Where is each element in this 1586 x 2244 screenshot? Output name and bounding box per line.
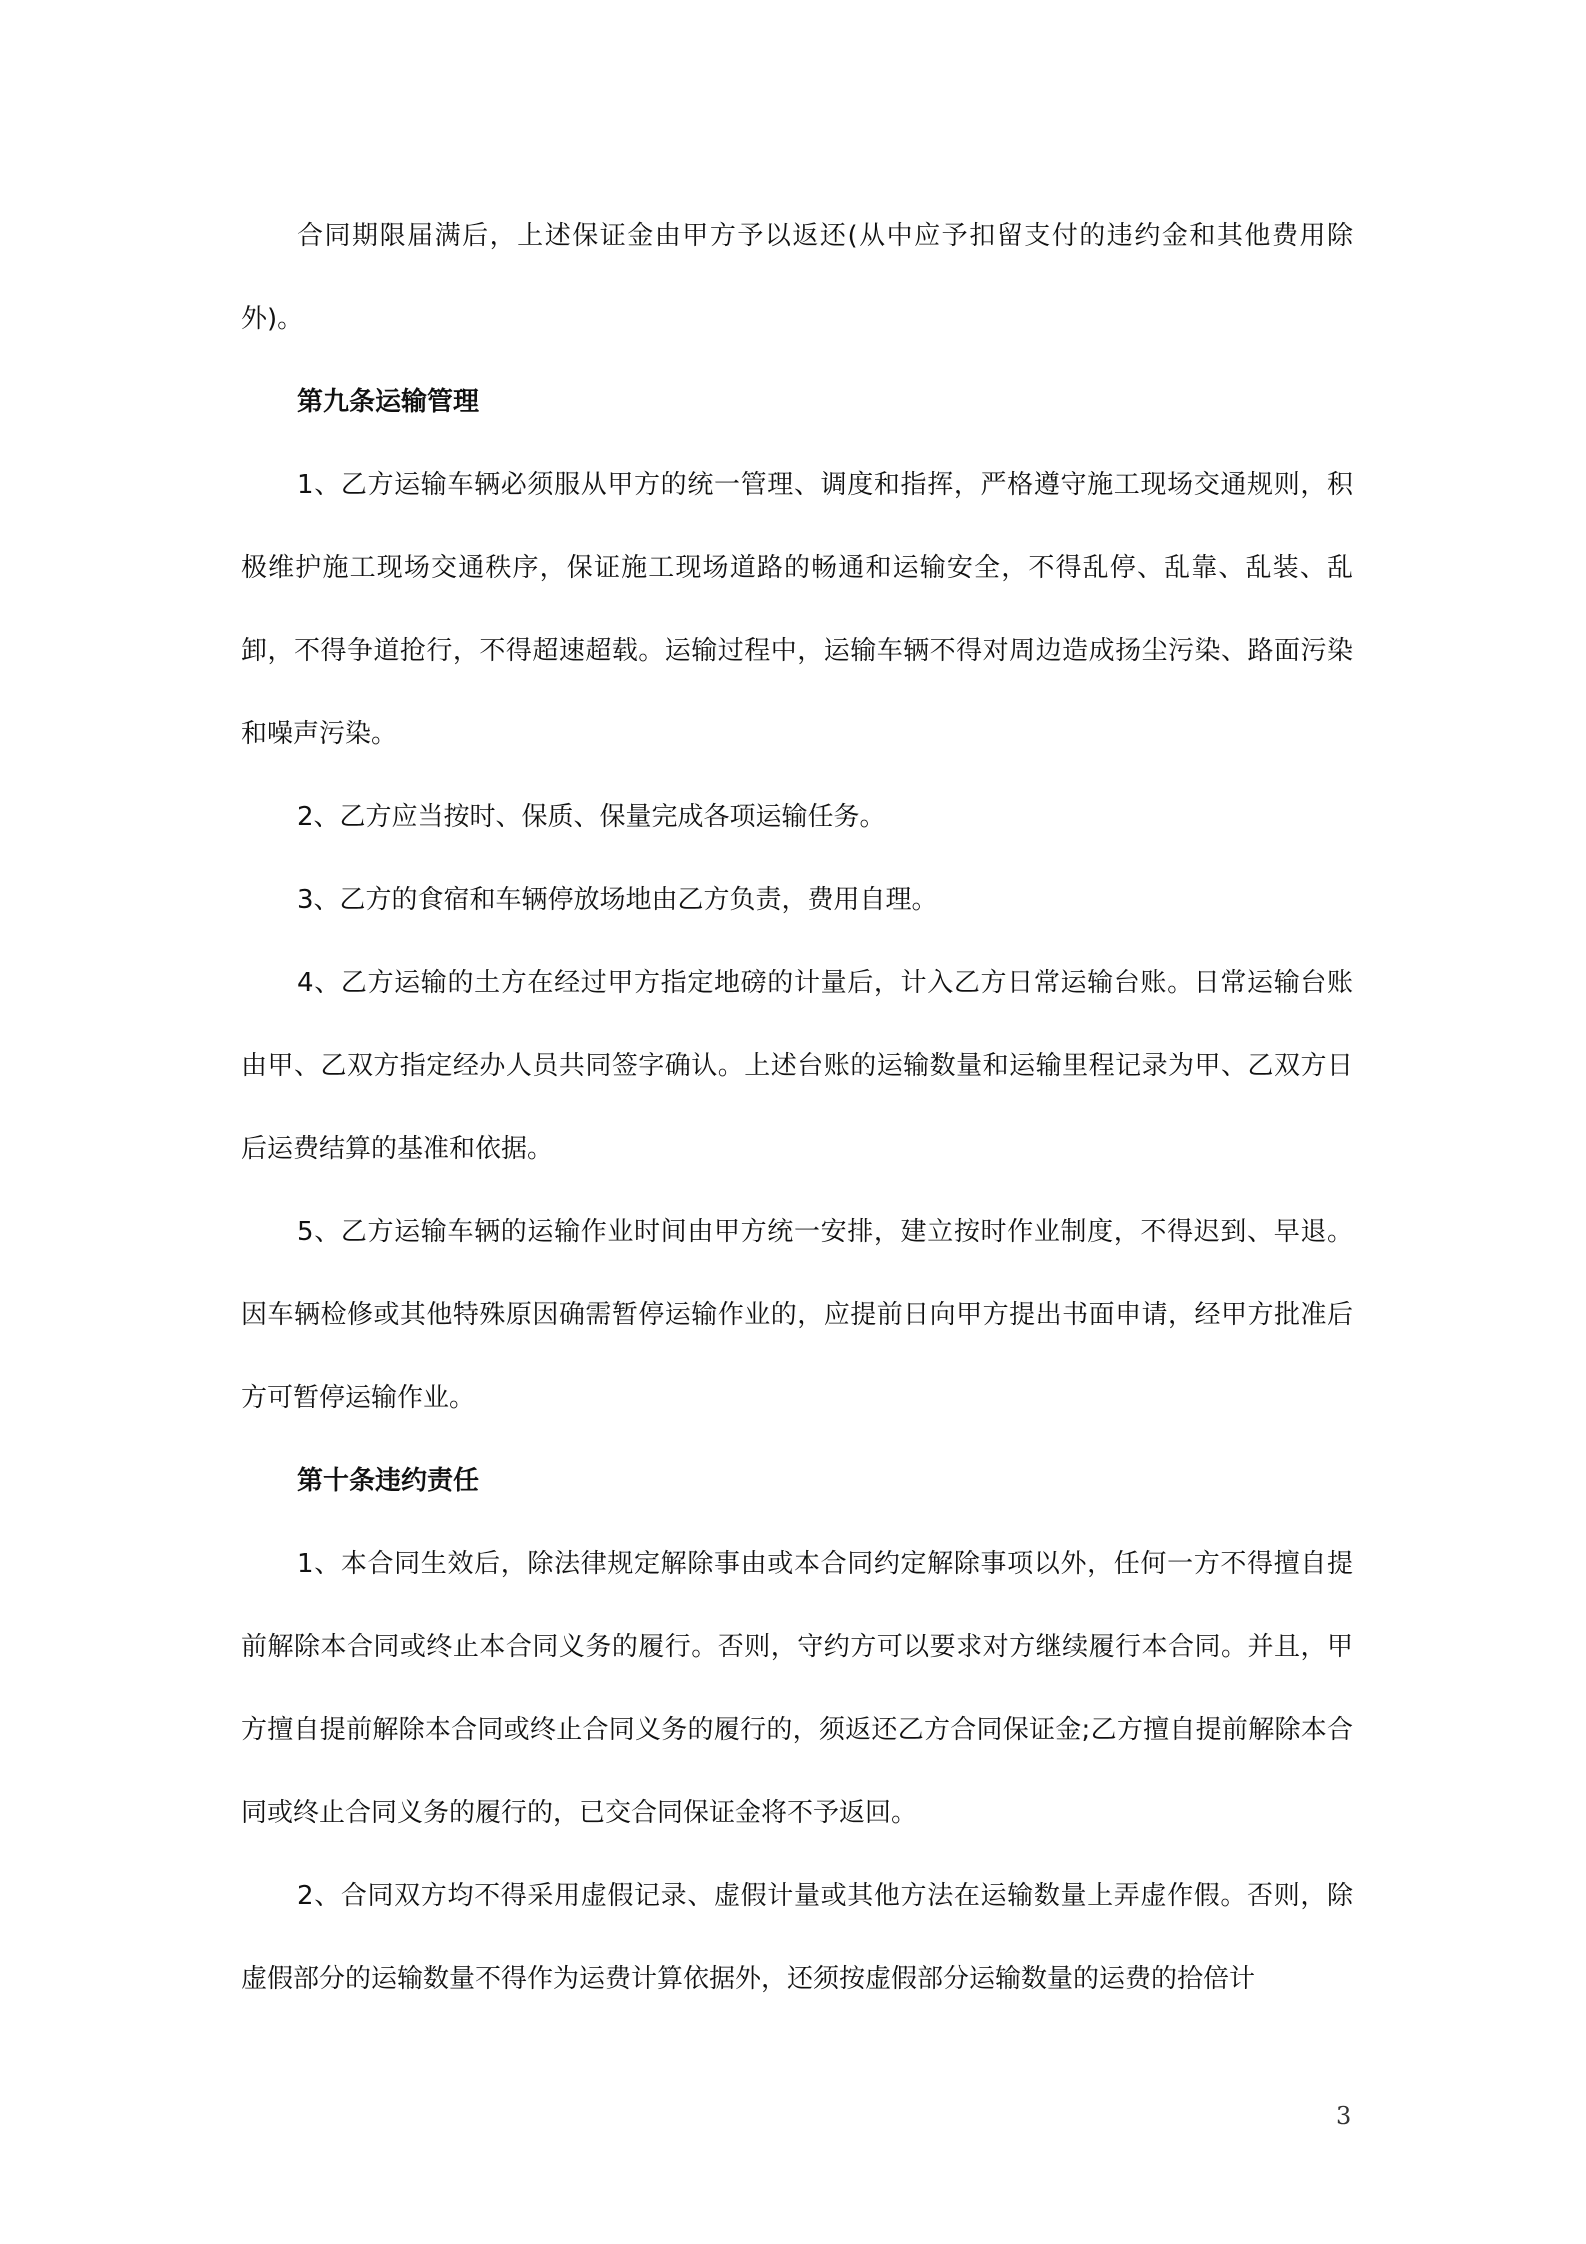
page-number: 3: [1336, 2102, 1352, 2130]
paragraph-9-1: 1、乙方运输车辆必须服从甲方的统一管理、调度和指挥，严格遵守施工现场交通规则，积极维护施工现场交通秩序，保证施工现场道路的畅通和运输安全，不得乱停、乱靠、乱装、乱卸，不得争道抢行，不得超速超载。运输过程中，运输车辆不得对周边造成扬尘污染、路面污染和噪声污染。: [241, 470, 1353, 749]
paragraph-9-4: 4、乙方运输的土方在经过甲方指定地磅的计量后，计入乙方日常运输台账。日常运输台账由甲、乙双方指定经办人员共同签字确认。上述台账的运输数量和运输里程记录为甲、乙双方日后运费结算的基准和依据。: [241, 968, 1353, 1164]
heading-article-10: 第十条违约责任: [297, 1466, 480, 1496]
document-body: [241, 195, 1353, 2021]
heading-article-9: 第九条运输管理: [297, 387, 480, 417]
paragraph-9-3: 3、乙方的食宿和车辆停放场地由乙方负责，费用自理。: [297, 885, 938, 915]
paragraph-9-2: 2、乙方应当按时、保质、保量完成各项运输任务。: [297, 802, 886, 832]
paragraph-deposit-return: 合同期限届满后，上述保证金由甲方予以返还(从中应予扣留支付的违约金和其他费用除外)。: [241, 221, 1353, 334]
paragraph-9-5: 5、乙方运输车辆的运输作业时间由甲方统一安排，建立按时作业制度，不得迟到、早退。因车辆检修或其他特殊原因确需暂停运输作业的，应提前日向甲方提出书面申请，经甲方批准后方可暂停运输作业。: [241, 1217, 1353, 1413]
paragraph-10-2: 2、合同双方均不得采用虚假记录、虚假计量或其他方法在运输数量上弄虚作假。否则，除虚假部分的运输数量不得作为运费计算依据外，还须按虚假部分运输数量的运费的拾倍计: [241, 1881, 1353, 1994]
paragraph-10-1: 1、本合同生效后，除法律规定解除事由或本合同约定解除事项以外，任何一方不得擅自提前解除本合同或终止本合同义务的履行。否则，守约方可以要求对方继续履行本合同。并且，甲方擅自提前解除本合同或终止合同义务的履行的，须返还乙方合同保证金;乙方擅自提前解除本合同或终止合同义务的履行的，已交合同保证金将不予返回。: [241, 1549, 1353, 1828]
